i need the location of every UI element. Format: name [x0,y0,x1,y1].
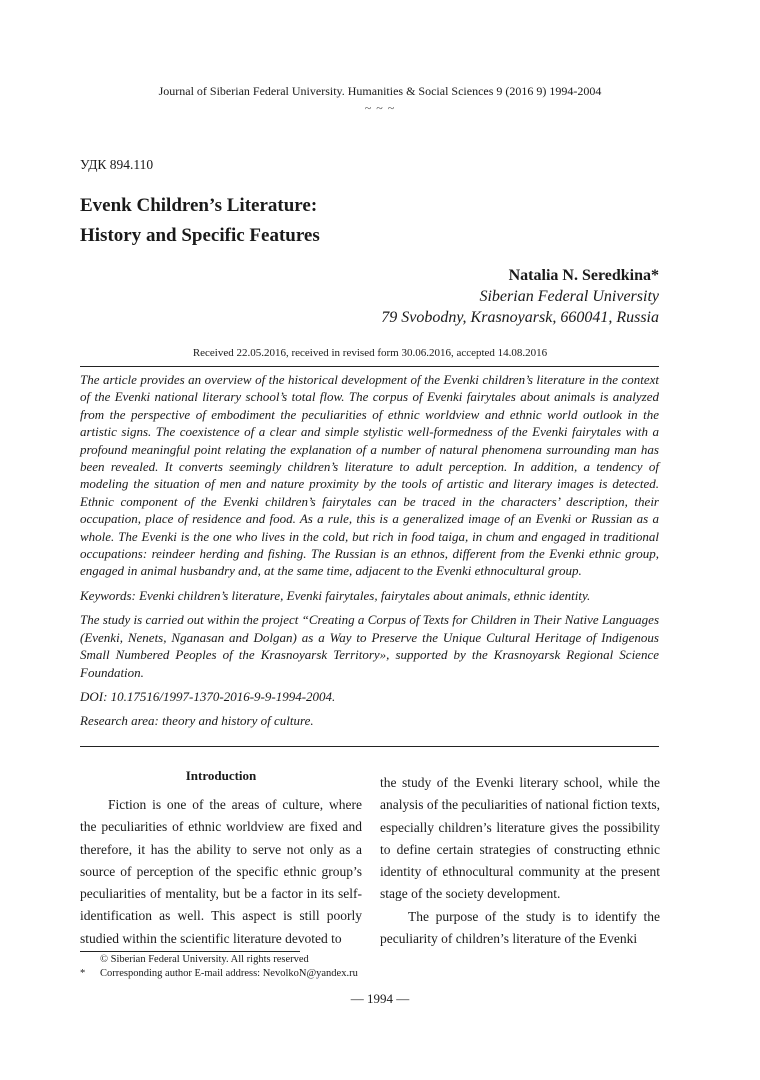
author-affiliation: Siberian Federal University [479,288,659,305]
research-area: Research area: theory and history of culture. [80,713,314,729]
title-line-1: Evenk Children’s Literature: [80,195,318,216]
author-address: 79 Svobodny, Krasnoyarsk, 660041, Russia [381,309,659,326]
udk-code: УДК 894.110 [80,157,154,172]
right-column [380,772,660,950]
footnote-corresponding: * Corresponding author E-mail address: NevolkoN@yandex.ru [80,968,358,979]
doi: DOI: 10.17516/1997-1370-2016-9-9-1994-2004. [80,688,336,704]
keywords: Keywords: Evenki children’s literature, Evenki fairytales, fairytales about animals, ethnic identity. [80,587,591,603]
footnote-rule [80,951,300,952]
abstract-bottom-rule [80,746,659,747]
left-column [80,794,362,950]
abstract-top-rule [80,366,659,367]
intro-paragraph-1: Fiction is one of the areas of culture, where the peculiarities of ethnic worldview are fixed and therefore, it has the ability to serve not only as a source of perception of the specific ethnic group’s peculiarities of mentality, but be a factor in its self-identification as well. This aspect is still poorly studied within the scientific literature devoted to [80,797,362,946]
journal-header: Journal of Siberian Federal University. Humanities & Social Sciences 9 (2016 9) 1994-2004 [158,84,602,98]
abstract-text: The article provides an overview of the historical development of the Evenki children’s literature in the context of the Evenki national literary school’s total flow. The corpus of Evenki fairytales about animals is analyzed from the perspective of embodiment the peculiarities of ethnic worldview and ethnic world outlook in the artistic signs. The coexistence of a clear and simple stylistic well-formedness of the Evenki fairytales with a profound meaningful point relating the explanation of a number of natural phenomena surrounding man has been revealed. It converts seemingly children’s literature to adult perception. In addition, a tendency of modeling the situation of men and nature proximity by the tools of artistic and literary images is detected. Ethnic component of the Evenki children’s fairytales can be traced in the characters’ description, their occupation, place of residence and food. As a rule, this is a generalized image of an Evenki or Russian as a whole. The Evenki is the one who lives in the cold, but rich in food taiga, in chum and engaged in traditional occupations: reindeer herding and fishing. The Russian is an ethnos, different from the Evenki ethnic group, engaged in animal husbandry and, at the same time, adjacent to the Evenki ethnocultural group. [80,372,659,579]
funding-note: The study is carried out within the project “Creating a Corpus of Texts for Children in Their Native Languages (Evenki, Nenets, Nganasan and Dolgan) as a Way to Preserve the Unique Cultural Heritage of Indigenous Small Numbered Peoples of the Krasnoyarsk Territory», supported by the Krasnoyarsk Regional Science Foundation. [80,612,659,680]
footnote-star: * [80,968,86,979]
intro-paragraph-1-continued: the study of the Evenki literary school, while the analysis of the peculiarities of national fiction texts, especially children’s literature gives the possibility to define certain strategies of constructing ethnic identity of ethnocultural community at the present stage of the society development. [380,775,660,902]
received-dates: Received 22.05.2016, received in revised form 30.06.2016, accepted 14.08.2016 [192,347,548,359]
author-block [381,265,659,328]
author-name: Natalia N. Seredkina* [508,267,659,284]
footnote-copyright: © Siberian Federal University. All rights reserved [100,954,309,965]
article-title [80,191,320,251]
section-heading-introduction: Introduction [185,768,257,783]
page-number: — 1994 — [350,991,410,1006]
intro-paragraph-2: The purpose of the study is to identify the peculiarity of children’s literature of the Evenki [380,908,660,947]
abstract-block [80,371,659,737]
header-ornament: ~ ~ ~ [364,101,396,115]
title-line-2: History and Specific Features [80,225,320,246]
